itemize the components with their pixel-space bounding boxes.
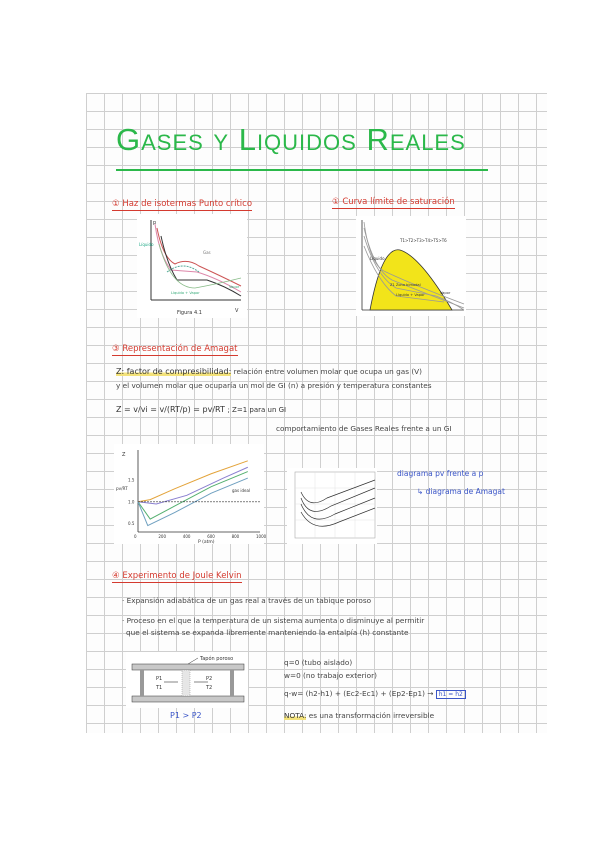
- z-formula: Z = v/vi = v/(RT/p) = pv/RT ; Z=1 para un GI: [116, 405, 287, 414]
- porous-plug-label: Tapón poroso: [200, 656, 234, 662]
- title-underline: [116, 169, 488, 171]
- real-gas-annotation: comportamiento de Gases Reales frente a un GI: [276, 424, 452, 433]
- z-definition-line2: y el volumen molar que ocuparía un mol de GI (n) a presión y temperatura constantes: [116, 381, 432, 390]
- section4-heading: ④ Experimento de Joule Kelvin: [112, 571, 242, 581]
- chart-z-label: Z: [122, 452, 126, 458]
- porous-plug-figure: [126, 652, 248, 708]
- temp-order-label: T1>T2>T3>T4>T5>T6: [400, 238, 447, 243]
- amagat-chart-svg: [114, 444, 267, 545]
- chart-x-label: P (atm): [198, 540, 215, 545]
- pv-diagram-figure: [287, 468, 377, 544]
- y-tick-0: 1.5: [128, 477, 135, 483]
- amagat-diagram-note: ↳ diagrama de Amagat: [417, 487, 505, 496]
- x-tick-5: 1000: [256, 534, 267, 539]
- page-title: Gases y Liquidos Reales: [116, 122, 466, 157]
- p-axis-label: p: [153, 220, 157, 226]
- x-tick-3: 600: [207, 534, 215, 539]
- jk-bullet2a: · Proceso en el que la temperatura de un sistema aumenta o disminuye al permitir: [122, 616, 425, 625]
- gas-label: Gas: [203, 250, 211, 255]
- energy-equation: q-w= (h2-h1) + (Ec2-Ec1) + (Ep2-Ep1) → h1 = h2: [284, 690, 466, 699]
- q-equation: q=0 (tubo aislado): [284, 658, 353, 667]
- gas-ideal-label: gas ideal: [232, 488, 251, 493]
- liquid-label: Líquido: [139, 242, 154, 247]
- amagat-series-2: [138, 472, 251, 519]
- x-tick-2: 400: [182, 534, 191, 539]
- v-axis-label: V: [235, 308, 239, 314]
- pv-diagram-note: diagrama pv frente a p: [397, 469, 484, 478]
- t1-label: T1: [156, 685, 163, 691]
- y-tick-1: 1.0: [128, 499, 135, 505]
- sat-liquid-label: Líquido: [370, 256, 385, 261]
- t2-label: T2: [206, 685, 213, 691]
- lv-label: Líquido + Vapor: [171, 291, 200, 295]
- figure-caption: Figura 4.1: [177, 310, 202, 316]
- x-tick-1: 200: [158, 534, 167, 539]
- enthalpy-result-box: h1 = h2: [436, 690, 466, 699]
- jk-bullet2b: que el sistema se expanda libremente manteniendo la entalpía (h) constante: [126, 628, 409, 637]
- x-tick-4: 800: [231, 534, 240, 539]
- y-tick-2: 0.5: [128, 520, 135, 526]
- p1-label: P1: [156, 676, 163, 682]
- saturation-figure: [356, 216, 466, 316]
- section1-heading: ① Haz de isotermas Punto crítico: [112, 199, 253, 209]
- sat-lv-label: Líquido + Vapor: [396, 293, 425, 297]
- chart-pv-label: pv/RT: [116, 486, 128, 491]
- x-tick-0: 0: [134, 534, 137, 539]
- nota-line: NOTA: es una transformación irreversible: [284, 711, 435, 720]
- w-equation: w=0 (no trabajo exterior): [284, 671, 377, 680]
- zone-label: Z1 Zona bimodal: [390, 283, 421, 287]
- amagat-chart: [114, 444, 267, 545]
- p2-label: P2: [206, 676, 213, 682]
- amagat-series-1: [138, 467, 251, 504]
- z-definition-line1: Z: factor de compresibilidad: relación entre volumen molar que ocupa un gas (V): [116, 367, 423, 376]
- pressure-inequality: P1 > P2: [170, 711, 202, 720]
- section2-heading: ① Curva límite de saturación: [332, 197, 455, 207]
- vapor-label: Vapor: [229, 285, 240, 289]
- jk-bullet1: · Expansión adiabática de un gas real a través de un tabique poroso: [122, 596, 372, 605]
- amagat-series-0: [138, 461, 251, 502]
- section3-heading: ③ Representación de Amagat: [112, 344, 238, 354]
- sat-vapor-label: Vapor: [440, 291, 451, 295]
- isotherm-figure: [137, 214, 247, 318]
